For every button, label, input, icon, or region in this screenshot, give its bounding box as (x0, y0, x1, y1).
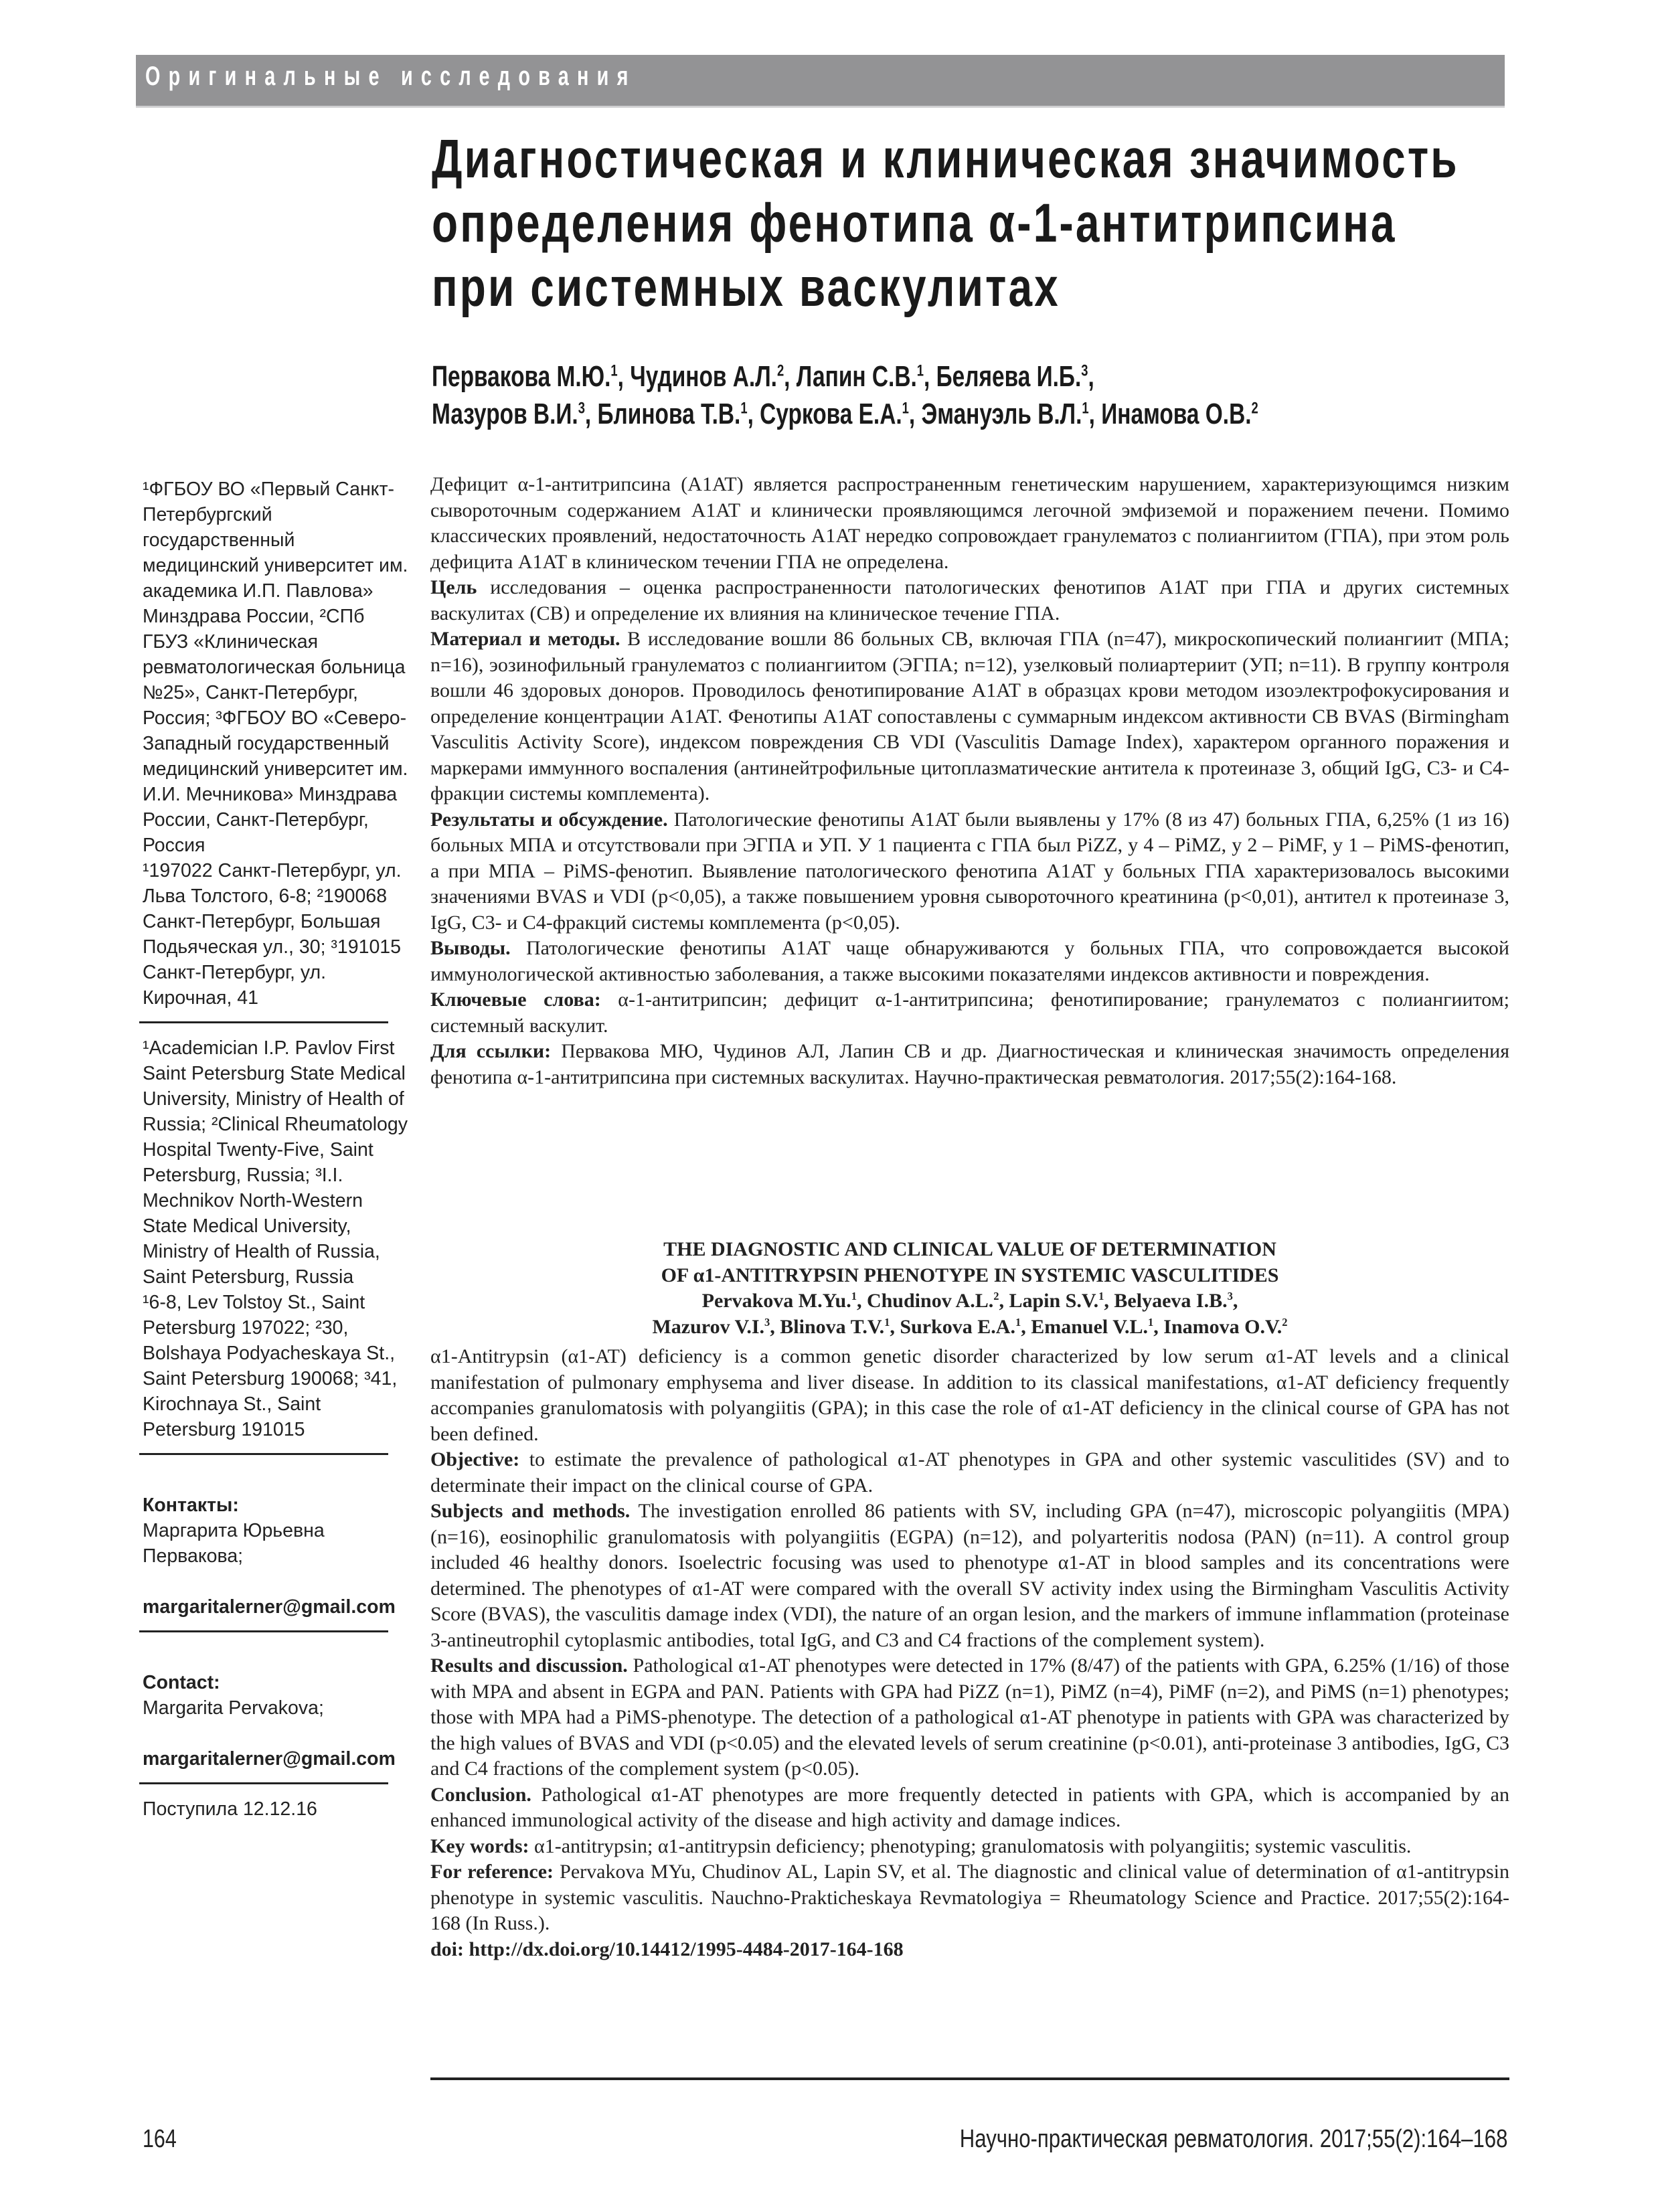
keywords-label-en: Key words: (430, 1835, 529, 1857)
abstract-ru-citation (430, 1039, 1509, 1090)
author-name: Mazurov V.I. (652, 1315, 765, 1338)
abstract-en (430, 1344, 1509, 1962)
abstract-en-methods (430, 1499, 1509, 1653)
affiliation-marker: 2 (993, 1290, 999, 1302)
results-label: Результаты и обсуждение. (430, 808, 668, 831)
affiliation-marker: 1 (916, 361, 924, 380)
conclusion-text: Патологические фенотипы A1AT чаще обнаруживаются у больных ГПА, что сопровождается высокой иммунологической активностью заболевания, а также высокими показателями индексов активности и повреждения. (430, 937, 1509, 985)
affiliation-marker: 1 (851, 1290, 857, 1302)
goal-text: исследования – оценка распространенности патологических фенотипов A1AT при ГПА и других системных васкулитах (СВ) и определение их влияния на клиническое течение ГПА. (430, 576, 1509, 624)
title-line: Диагностическая и клиническая значимость (432, 129, 1459, 189)
keywords-label: Ключевые слова: (430, 989, 601, 1011)
contact-en-label: Contact: (143, 1672, 220, 1693)
title-line: определения фенотипа α-1-антитрипсина (432, 193, 1397, 254)
doi-text[interactable]: doi: http://dx.doi.org/10.14412/1995-4484-2017-164-168 (430, 1938, 904, 1960)
authors-line: Мазуров В.И.$^3$, Блинова Т.В.$^1$, Суркова Е.А.$^1$, Эмануэль В.Л.$^1$, Инамова О.В.$^2$ (432, 398, 1258, 430)
author-name: Эмануэль В.Л. (921, 398, 1082, 430)
author-name: Belyaeva I.B. (1114, 1290, 1228, 1312)
abstract-en-objective (430, 1447, 1509, 1499)
affiliation-marker: 1 (902, 399, 909, 418)
page-number: 164 (143, 2125, 177, 2153)
affiliation-marker: 1 (884, 1315, 890, 1329)
conclusion-label: Выводы. (430, 937, 511, 959)
title-line: при системных васкулитах (432, 257, 1060, 318)
author-name: Surkova E.A. (900, 1315, 1015, 1338)
affiliation-marker: 3 (1081, 361, 1088, 380)
citation-text: Первакова МЮ, Чудинов АЛ, Лапин СВ и др. Диагностическая и клиническая значимость определения фенотипа α-1-антитрипсина при системных васкулитах. Научно-практическая ревматология. 2017;55(2):164-168. (430, 1040, 1509, 1088)
divider (139, 1021, 388, 1023)
objective-text: to estimate the prevalence of pathological α1-AT phenotypes in GPA and other systemic vasculitides (SV) and to determinate their impact on the clinical course of GPA. (430, 1448, 1509, 1497)
abstract-en-keywords (430, 1834, 1509, 1860)
contact-email-ru[interactable]: margaritalerner@gmail.com (143, 1596, 396, 1618)
authors-ru (432, 358, 1398, 433)
author-name: Emanuel V.L. (1031, 1315, 1149, 1338)
abstract-en-results (430, 1653, 1509, 1782)
methods-text-en: The investigation enrolled 86 patients with SV, including GPA (n=47), microscopic polyangiitis (MPA) (n=16), eosinophilic granulomatosis with polyangiitis (EGPA) (n=12), and polyarteritis nodosa (PAN) (n=11). A control group included 46 healthy donors. Isoelectric focusing was used to phenotype α1-AT in blood samples and its concentrations were determined. The phenotypes of α1-AT were compared with the overall SV activity index using the Birmingham Vasculitis Activity Score (BVAS), the vasculitis damage index (VDI), the nature of an organ lesion, and the markers of immune inflammation (proteinase 3-antineutrophil cytoplasmic antibodies, total IgG, and C3 and C4 fractions of the complement system). (430, 1500, 1509, 1651)
contact-ru-label: Контакты: (143, 1495, 239, 1516)
affiliations-ru: ¹ФГБОУ ВО «Первый Санкт-Петербургский государственный медицинский университет им. академика И.П. Павлова» Минздрава России, ²СПб ГБУЗ «Клиническая ревматологическая больница №25», Санкт-Петербург, Россия; ³ФГБОУ ВО «Северо-Западный государственный медицинский университет им. И.И. Мечникова» Минздрава России, Санкт-Петербург, Россия (143, 479, 408, 856)
reference-label: For reference: (430, 1861, 554, 1883)
received-date: Поступила 12.12.16 (143, 1798, 317, 1820)
author-name: Беляева И.Б. (936, 360, 1082, 393)
abstract-en-intro: α1-Antitrypsin (α1-AT) deficiency is a common genetic disorder characterized by low serum α1-AT levels and a clinical manifestation of pulmonary emphysema and liver disease. In addition to its classical manifestations, α1-AT deficiency frequently accompanies granulomatosis with polyangiitis (GPA); in this case the role of α1-AT deficiency in the clinical course of GPA has not been defined. (430, 1345, 1509, 1445)
goal-label: Цель (430, 576, 477, 598)
english-authors-line: Mazurov V.I.$^3$, Blinova T.V.$^1$, Surkova E.A.$^1$, Emanuel V.L.$^1$, Inamova O.V.$^2$ (652, 1315, 1288, 1338)
methods-label-en: Subjects and methods. (430, 1500, 631, 1522)
divider (139, 1453, 388, 1455)
affiliation-marker: 1 (1015, 1315, 1021, 1329)
author-name: Chudinov A.L. (866, 1290, 994, 1312)
affiliation-marker: 2 (776, 361, 784, 380)
affiliation-marker: 1 (1082, 399, 1089, 418)
article-title-ru (432, 127, 1459, 320)
author-name: Суркова Е.А. (760, 398, 902, 430)
sidebar-affiliations (143, 477, 410, 1822)
keywords-text-en: α1-antitrypsin; α1-antitrypsin deficiency; phenotyping; granulomatosis with polyangiitis; systemic vasculitis. (529, 1835, 1412, 1857)
author-name: Lapin S.V. (1009, 1290, 1099, 1312)
affiliation-marker: 1 (740, 399, 748, 418)
contact-en (143, 1644, 410, 1772)
keywords-text: α-1-антитрипсин; дефицит α-1-антитрипсина; фенотипирование; гранулематоз с полиангиитом; системный васкулит. (430, 989, 1509, 1037)
reference-text: Pervakova MYu, Chudinov AL, Lapin SV, et al. The diagnostic and clinical value of determination of α1-antitrypsin phenotype in systemic vasculitis. Nauchno-Prakticheskaya Revmatologiya = Rheumatology Science and Practice. 2017;55(2):164-168 (In Russ.). (430, 1861, 1510, 1934)
author-name: Pervakova M.Yu. (701, 1290, 851, 1312)
affiliation-marker: 2 (1251, 399, 1258, 418)
results-text: Патологические фенотипы A1AT были выявлены у 17% (8 из 47) больных ГПА, 6,25% (1 из 16) больных МПА и отсутствовали при ЭГПА и УП. У 1 пациента с ГПА был PiZZ, у 4 – PiMZ, у 2 – PiMF, у 1 – PiMS-фенотип, а при МПА – PiMS-фенотип. Выявление патологического фенотипа A1AT у больных ГПА характеризовалось высокими значениями BVAS и VDI (p<0,05), а также повышением уровня сывороточного креатинина (p<0,01), антител к протеиназе 3, IgG, С3- и С4-фракций системы комплемента (p<0,05). (430, 808, 1509, 934)
english-header (430, 1237, 1509, 1340)
english-title-line: THE DIAGNOSTIC AND CLINICAL VALUE OF DETERMINATION (663, 1238, 1276, 1260)
contact-ru-name: Маргарита Юрьевна Первакова; (143, 1520, 325, 1567)
affiliation-marker: 3 (764, 1315, 770, 1329)
affiliation-marker: 2 (1282, 1315, 1288, 1329)
affiliation-marker: 1 (1098, 1290, 1104, 1302)
addresses-ru: ¹197022 Санкт-Петербург, ул. Льва Толстого, 6-8; ²190068 Санкт-Петербург, Большая Подьяческая ул., 30; ³191015 Санкт-Петербург, ул. Кирочная, 41 (143, 860, 402, 1009)
abstract-ru-keywords (430, 987, 1509, 1039)
section-label: Оригинальные исследования (145, 62, 637, 91)
contact-en-name: Margarita Pervakova; (143, 1697, 324, 1719)
affiliation-marker: 3 (578, 399, 585, 418)
abstract-ru (430, 472, 1509, 1090)
doi-link[interactable] (430, 1937, 1509, 1963)
contact-ru (143, 1467, 410, 1620)
author-name: Первакова М.Ю. (432, 360, 611, 393)
authors-line: Первакова М.Ю.$^1$, Чудинов А.Л.$^2$, Лапин С.В.$^1$, Беляева И.Б.$^3$, (432, 360, 1094, 393)
abstract-en-reference (430, 1859, 1509, 1937)
abstract-ru-goal (430, 575, 1509, 626)
author-name: Блинова Т.В. (597, 398, 741, 430)
author-name: Лапин С.В. (796, 360, 917, 393)
results-text-en: Pathological α1-AT phenotypes were detected in 17% (8/47) of the patients with GPA, 6.25% (1/16) of those with MPA and absent in EGPA and PAN. Patients with GPA had PiZZ (n=1), PiMZ (n=4), PiMF (n=2), and PiMS (n=1) phenotypes; those with MPA had a PiMS-phenotype. The detection of a pathological α1-AT phenotype in patients with GPA was characterized by the high values of BVAS and VDI (p<0.05) and the elevated levels of serum creatinine (p<0.01), anti-proteinase 3 antibodies, IgG, C3 and C4 fractions of the complement system (p<0.05). (430, 1654, 1509, 1780)
english-title-line: OF α1-ANTITRYPSIN PHENOTYPE IN SYSTEMIC VASCULITIDES (661, 1264, 1279, 1286)
divider (139, 1782, 388, 1784)
abstract-ru-intro: Дефицит α-1-антитрипсина (A1AT) является распространенным генетическим нарушением, характеризующимся низким сывороточным содержанием A1AT и клинически проявляющимся легочной эмфиземой и поражением печени. Помимо классических проявлений, недостаточность A1AT нередко сопровождает гранулематоз с полиангиитом (ГПА), при этом роль дефицита A1AT в клиническом течении ГПА не определена. (430, 473, 1509, 573)
affiliation-marker: 3 (1227, 1290, 1233, 1302)
addresses-en: ¹6-8, Lev Tolstoy St., Saint Petersburg 197022; ²30, Bolshaya Podyacheskaya St., Saint Petersburg 190068; ³41, Kirochnaya St., Saint Petersburg 191015 (143, 1292, 398, 1440)
affiliation-marker: 1 (610, 361, 618, 380)
methods-text: В исследование вошли 86 больных СВ, включая ГПА (n=47), микроскопический полиангиит (МПА; n=16), эозинофильный гранулематоз с полиангиитом (ЭГПА; n=12), узелковый полиартериит (УП; n=11). В группу контроля вошли 46 здоровых доноров. Проводилось фенотипирование A1AT в образцах крови методом изоэлектрофокусирования и определение концентрации A1AT. Фенотипы A1AT сопоставлены с суммарным индексом активности СВ BVAS (Birmingham Vasculitis Activity Score), индексом повреждения СВ VDI (Vasculitis Damage Index), характером органного поражения и маркерами иммунного воспаления (антинейтрофильные цитоплазматические антитела к протеиназе 3, общий IgG, С3- и С4-фракции системы комплемента). (430, 628, 1510, 804)
abstract-ru-results (430, 807, 1509, 936)
contact-email-en[interactable]: margaritalerner@gmail.com (143, 1748, 396, 1770)
english-authors-line: Pervakova M.Yu.$^1$, Chudinov A.L.$^2$, Lapin S.V.$^1$, Belyaeva I.B.$^3$, (701, 1290, 1238, 1312)
methods-label: Материал и методы. (430, 628, 620, 650)
author-name: Мазуров В.И. (432, 398, 578, 430)
citation-label: Для ссылки: (430, 1040, 552, 1062)
author-name: Инамова О.В. (1101, 398, 1252, 430)
abstract-ru-conclusion (430, 936, 1509, 987)
abstract-ru-methods (430, 626, 1509, 807)
author-name: Blinova T.V. (780, 1315, 885, 1338)
divider (139, 1630, 388, 1632)
journal-footer: Научно-практическая ревматология. 2017;55(2):164–168 (959, 2125, 1507, 2153)
conclusion-text-en: Pathological α1-AT phenotypes are more frequently detected in patients with GPA, which is accompanied by an enhanced immunological activity of the disease and high activity and damage indices. (430, 1783, 1509, 1831)
affiliation-marker: 1 (1148, 1315, 1154, 1329)
affiliations-en: ¹Academician I.P. Pavlov First Saint Petersburg State Medical University, Ministry of Health of Russia; ²Clinical Rheumatology Hospital Twenty-Five, Saint Petersburg, Russia; ³I.I. Mechnikov North-Western State Medical University, Ministry of Health of Russia, Saint Petersburg, Russia (143, 1037, 408, 1288)
author-name: Чудинов А.Л. (630, 360, 777, 393)
abstract-en-conclusion (430, 1782, 1509, 1834)
author-name: Inamova O.V. (1163, 1315, 1282, 1338)
objective-label: Objective: (430, 1448, 520, 1470)
divider (430, 2077, 1509, 2080)
conclusion-label-en: Conclusion. (430, 1783, 531, 1806)
section-banner (136, 55, 1505, 108)
results-label-en: Results and discussion. (430, 1654, 628, 1677)
